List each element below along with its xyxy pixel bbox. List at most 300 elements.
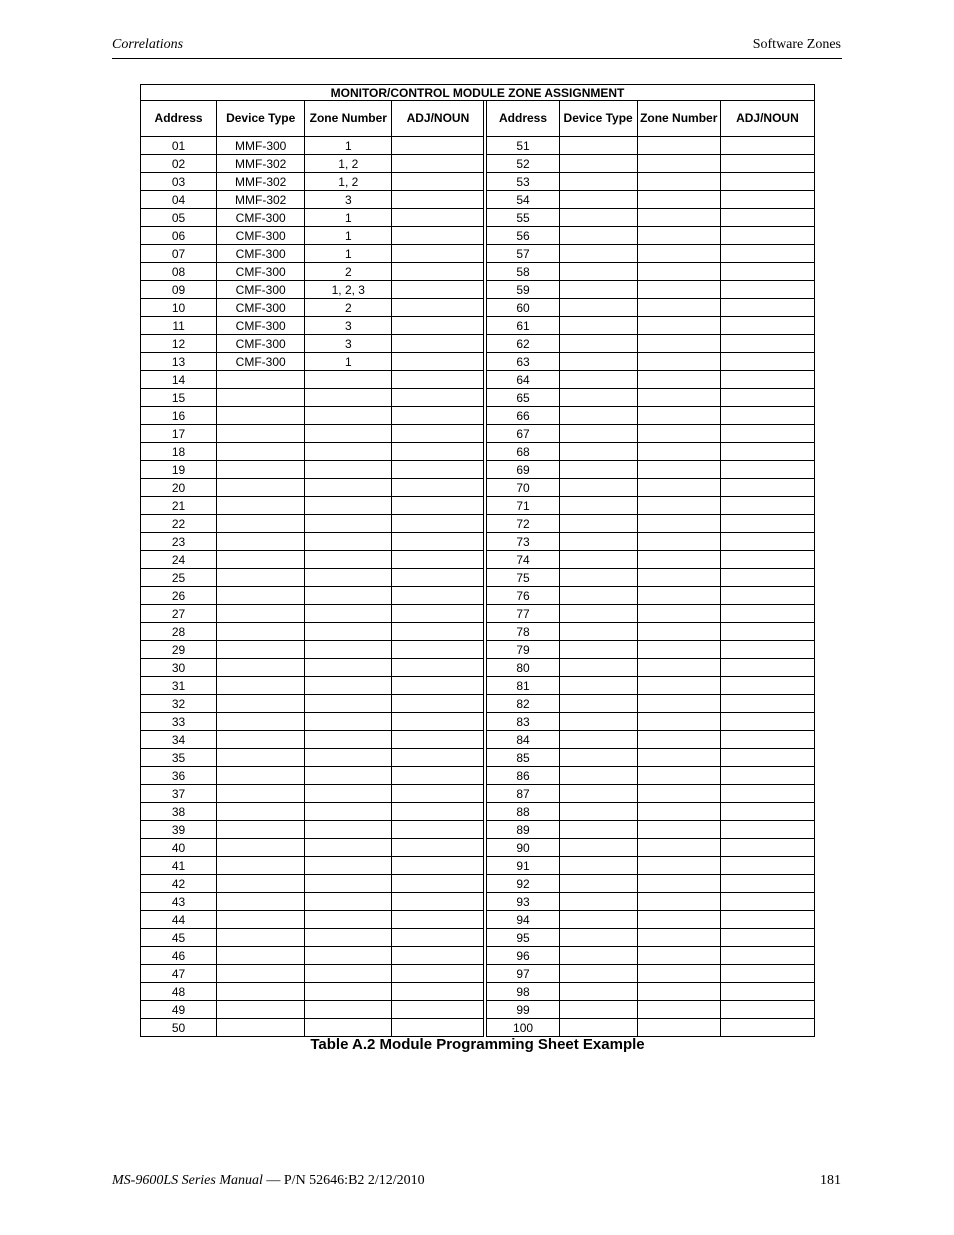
table-cell: 89 xyxy=(487,821,559,839)
table-cell xyxy=(217,569,305,587)
table-cell: CMF-300 xyxy=(217,335,305,353)
table-cell: 63 xyxy=(487,353,559,371)
table-cell: 41 xyxy=(141,857,217,875)
table-cell xyxy=(305,965,392,983)
table-cell xyxy=(305,983,392,1001)
table-cell: 87 xyxy=(487,785,559,803)
table-cell: 13 xyxy=(141,353,217,371)
table-cell xyxy=(217,371,305,389)
table-cell xyxy=(392,1001,484,1019)
table-cell xyxy=(559,893,637,911)
table-row xyxy=(141,353,815,371)
table-cell xyxy=(637,281,720,299)
table-cell xyxy=(559,263,637,281)
table-cell xyxy=(637,713,720,731)
table-cell xyxy=(637,623,720,641)
table-cell xyxy=(637,569,720,587)
table-cell xyxy=(720,389,814,407)
table-cell xyxy=(720,299,814,317)
table-cell xyxy=(559,389,637,407)
table-cell xyxy=(305,785,392,803)
table-cell xyxy=(559,1019,637,1037)
table-cell xyxy=(559,155,637,173)
table-cell: 51 xyxy=(487,137,559,155)
table-cell xyxy=(720,371,814,389)
table-cell xyxy=(392,857,484,875)
table-cell xyxy=(637,857,720,875)
table-cell xyxy=(559,551,637,569)
table-row xyxy=(141,299,815,317)
table-cell xyxy=(720,227,814,245)
table-cell: 1 xyxy=(305,353,392,371)
table-cell xyxy=(559,839,637,857)
table-cell xyxy=(637,785,720,803)
module-zone-assignment-table xyxy=(140,84,815,1037)
table-cell xyxy=(305,929,392,947)
table-cell xyxy=(559,677,637,695)
table-cell xyxy=(720,857,814,875)
table-cell xyxy=(637,551,720,569)
table-cell: 90 xyxy=(487,839,559,857)
table-cell xyxy=(720,677,814,695)
table-cell xyxy=(217,983,305,1001)
table-cell xyxy=(720,785,814,803)
table-cell: 11 xyxy=(141,317,217,335)
table-cell xyxy=(392,659,484,677)
table-cell xyxy=(559,659,637,677)
table-cell: 23 xyxy=(141,533,217,551)
table-row xyxy=(141,803,815,821)
table-cell xyxy=(305,371,392,389)
table-cell xyxy=(559,371,637,389)
table-cell xyxy=(637,1001,720,1019)
table-row xyxy=(141,461,815,479)
table-cell xyxy=(637,317,720,335)
table-cell xyxy=(217,515,305,533)
table-cell: 10 xyxy=(141,299,217,317)
table-cell xyxy=(720,155,814,173)
table-cell xyxy=(637,479,720,497)
table-cell xyxy=(720,929,814,947)
table-cell xyxy=(720,137,814,155)
table-cell xyxy=(637,353,720,371)
table-cell: 60 xyxy=(487,299,559,317)
table-cell xyxy=(392,407,484,425)
table-cell: 12 xyxy=(141,335,217,353)
table-cell xyxy=(305,875,392,893)
table-cell: 82 xyxy=(487,695,559,713)
table-cell xyxy=(305,461,392,479)
table-cell xyxy=(720,767,814,785)
table-cell: 80 xyxy=(487,659,559,677)
table-cell xyxy=(720,749,814,767)
table-row xyxy=(141,191,815,209)
table-cell xyxy=(305,623,392,641)
table-cell xyxy=(720,335,814,353)
table-cell xyxy=(559,857,637,875)
table-cell xyxy=(392,533,484,551)
table-cell: CMF-300 xyxy=(217,263,305,281)
table-cell xyxy=(637,461,720,479)
table-cell xyxy=(637,641,720,659)
table-cell xyxy=(637,821,720,839)
table-cell xyxy=(637,389,720,407)
table-cell xyxy=(305,479,392,497)
table-cell xyxy=(559,695,637,713)
table-row xyxy=(141,749,815,767)
table-cell: 27 xyxy=(141,605,217,623)
table-cell xyxy=(559,443,637,461)
table-cell xyxy=(392,191,484,209)
table-cell xyxy=(392,713,484,731)
column-header: ADJ/NOUN xyxy=(720,101,814,137)
table-cell xyxy=(217,497,305,515)
table-cell xyxy=(559,713,637,731)
table-cell: 3 xyxy=(305,191,392,209)
table-cell: 1 xyxy=(305,245,392,263)
table-cell xyxy=(217,875,305,893)
table-cell xyxy=(305,569,392,587)
table-cell xyxy=(305,515,392,533)
table-row xyxy=(141,569,815,587)
table-cell xyxy=(392,983,484,1001)
table-cell xyxy=(720,407,814,425)
table-cell xyxy=(720,209,814,227)
table-cell xyxy=(217,947,305,965)
table-cell: 75 xyxy=(487,569,559,587)
table-cell: 1 xyxy=(305,209,392,227)
table-cell: 33 xyxy=(141,713,217,731)
table-cell xyxy=(637,587,720,605)
table-cell: 88 xyxy=(487,803,559,821)
table-row xyxy=(141,371,815,389)
table-cell xyxy=(720,425,814,443)
table-row xyxy=(141,497,815,515)
table-cell xyxy=(559,803,637,821)
table-cell xyxy=(559,497,637,515)
table-cell xyxy=(637,515,720,533)
table-cell xyxy=(305,857,392,875)
footer-part-number: P/N 52646:B2 2/12/2010 xyxy=(283,1173,425,1188)
table-cell xyxy=(637,497,720,515)
table-cell xyxy=(559,461,637,479)
table-cell xyxy=(217,461,305,479)
table-cell: 96 xyxy=(487,947,559,965)
table-cell: 62 xyxy=(487,335,559,353)
table-cell: 49 xyxy=(141,1001,217,1019)
table-cell xyxy=(720,911,814,929)
table-cell xyxy=(637,839,720,857)
table-cell: 73 xyxy=(487,533,559,551)
column-header: Address xyxy=(487,101,559,137)
column-header: ADJ/NOUN xyxy=(392,101,484,137)
page-number: 181 xyxy=(820,1173,841,1188)
table-cell: 01 xyxy=(141,137,217,155)
table-cell: CMF-300 xyxy=(217,353,305,371)
table-cell: 34 xyxy=(141,731,217,749)
table-cell xyxy=(392,605,484,623)
table-cell: 26 xyxy=(141,587,217,605)
table-cell xyxy=(637,173,720,191)
table-cell: 72 xyxy=(487,515,559,533)
table-row xyxy=(141,335,815,353)
table-cell: 57 xyxy=(487,245,559,263)
table-cell xyxy=(217,839,305,857)
table-cell xyxy=(392,245,484,263)
table-cell xyxy=(559,335,637,353)
table-cell: MMF-302 xyxy=(217,191,305,209)
table-row xyxy=(141,173,815,191)
table-row xyxy=(141,245,815,263)
table-cell xyxy=(720,623,814,641)
table-row xyxy=(141,389,815,407)
table-cell: 1, 2 xyxy=(305,155,392,173)
table-cell xyxy=(217,623,305,641)
table-cell xyxy=(720,533,814,551)
table-cell xyxy=(392,803,484,821)
table-cell xyxy=(559,1001,637,1019)
table-cell xyxy=(637,605,720,623)
table-cell: 45 xyxy=(141,929,217,947)
table-cell: 92 xyxy=(487,875,559,893)
table-cell: 81 xyxy=(487,677,559,695)
table-row xyxy=(141,767,815,785)
table-cell xyxy=(217,1001,305,1019)
table-cell: 69 xyxy=(487,461,559,479)
table-cell xyxy=(559,785,637,803)
table-cell xyxy=(720,587,814,605)
table-cell: 08 xyxy=(141,263,217,281)
table-cell xyxy=(720,317,814,335)
table-cell: 19 xyxy=(141,461,217,479)
table-cell: 09 xyxy=(141,281,217,299)
table-cell: CMF-300 xyxy=(217,227,305,245)
table-cell: 44 xyxy=(141,911,217,929)
table-row xyxy=(141,407,815,425)
table-cell: 59 xyxy=(487,281,559,299)
table-cell xyxy=(720,353,814,371)
table-row xyxy=(141,641,815,659)
table-cell xyxy=(305,587,392,605)
table-cell xyxy=(720,875,814,893)
table-cell xyxy=(392,155,484,173)
table-cell xyxy=(559,965,637,983)
table-cell xyxy=(305,677,392,695)
table-cell xyxy=(720,281,814,299)
table-cell: 70 xyxy=(487,479,559,497)
table-cell xyxy=(559,569,637,587)
table-cell xyxy=(392,1019,484,1037)
table-row xyxy=(141,875,815,893)
table-cell xyxy=(559,191,637,209)
table-cell xyxy=(392,731,484,749)
table-row xyxy=(141,785,815,803)
table-cell xyxy=(305,713,392,731)
table-row xyxy=(141,695,815,713)
table-cell: CMF-300 xyxy=(217,245,305,263)
column-header: Device Type xyxy=(217,101,305,137)
column-header-row xyxy=(141,101,815,137)
table-cell xyxy=(217,1019,305,1037)
table-cell xyxy=(217,443,305,461)
table-row xyxy=(141,659,815,677)
table-cell xyxy=(217,551,305,569)
footer-manual-info xyxy=(112,1173,425,1189)
table-cell: 47 xyxy=(141,965,217,983)
table-cell xyxy=(305,911,392,929)
table-cell xyxy=(637,335,720,353)
table-cell xyxy=(720,1019,814,1037)
table-cell xyxy=(637,749,720,767)
table-cell: 21 xyxy=(141,497,217,515)
table-cell xyxy=(559,821,637,839)
table-row xyxy=(141,929,815,947)
table-cell xyxy=(637,209,720,227)
table-cell xyxy=(637,191,720,209)
table-cell xyxy=(559,317,637,335)
table-row xyxy=(141,677,815,695)
table-body xyxy=(141,137,815,1037)
table-row xyxy=(141,263,815,281)
table-cell: 31 xyxy=(141,677,217,695)
table-cell xyxy=(392,551,484,569)
table-row xyxy=(141,443,815,461)
table-cell: 32 xyxy=(141,695,217,713)
table-cell xyxy=(637,803,720,821)
table-cell xyxy=(392,353,484,371)
table-cell: 77 xyxy=(487,605,559,623)
table-cell: 25 xyxy=(141,569,217,587)
table-cell xyxy=(305,1019,392,1037)
table-cell xyxy=(720,443,814,461)
column-header: Device Type xyxy=(559,101,637,137)
table-row xyxy=(141,137,815,155)
table-cell: MMF-302 xyxy=(217,173,305,191)
table-cell: 1, 2 xyxy=(305,173,392,191)
table-cell: 07 xyxy=(141,245,217,263)
table-cell xyxy=(720,839,814,857)
table-cell xyxy=(392,785,484,803)
table-cell xyxy=(217,803,305,821)
table-cell xyxy=(637,893,720,911)
table-cell xyxy=(217,695,305,713)
table-caption: Table A.2 Module Programming Sheet Example xyxy=(310,1036,645,1053)
table-cell xyxy=(559,281,637,299)
table-row xyxy=(141,821,815,839)
table-cell: 3 xyxy=(305,335,392,353)
table-cell xyxy=(392,515,484,533)
column-header: Zone Number xyxy=(637,101,720,137)
table-cell xyxy=(637,983,720,1001)
table-cell: 100 xyxy=(487,1019,559,1037)
table-cell: 46 xyxy=(141,947,217,965)
table-cell xyxy=(559,767,637,785)
table-cell xyxy=(559,911,637,929)
table-cell xyxy=(305,731,392,749)
table-row xyxy=(141,515,815,533)
table-row xyxy=(141,965,815,983)
table-cell: CMF-300 xyxy=(217,281,305,299)
table-cell: 68 xyxy=(487,443,559,461)
table-cell: 28 xyxy=(141,623,217,641)
table-cell xyxy=(559,605,637,623)
table-cell xyxy=(637,911,720,929)
footer-separator: — xyxy=(262,1173,284,1188)
table-cell: 24 xyxy=(141,551,217,569)
table-cell xyxy=(392,821,484,839)
table-cell xyxy=(637,947,720,965)
table-cell xyxy=(637,137,720,155)
table-cell xyxy=(392,569,484,587)
table-cell xyxy=(392,461,484,479)
table-cell xyxy=(392,695,484,713)
table-cell xyxy=(559,641,637,659)
table-row xyxy=(141,281,815,299)
table-cell: 55 xyxy=(487,209,559,227)
table-cell: 36 xyxy=(141,767,217,785)
table-cell xyxy=(637,875,720,893)
table-cell: 71 xyxy=(487,497,559,515)
table-cell xyxy=(637,443,720,461)
table-cell xyxy=(217,533,305,551)
table-cell xyxy=(392,893,484,911)
table-cell xyxy=(559,425,637,443)
table-cell xyxy=(637,929,720,947)
table-row xyxy=(141,551,815,569)
table-cell: 61 xyxy=(487,317,559,335)
table-cell: 04 xyxy=(141,191,217,209)
table-cell xyxy=(392,299,484,317)
table-cell xyxy=(305,497,392,515)
table-cell xyxy=(637,695,720,713)
table-cell: 58 xyxy=(487,263,559,281)
table-cell xyxy=(217,965,305,983)
table-cell xyxy=(217,893,305,911)
table-cell xyxy=(217,785,305,803)
table-title: MONITOR/CONTROL MODULE ZONE ASSIGNMENT xyxy=(141,85,815,101)
table-cell xyxy=(559,533,637,551)
table-cell xyxy=(637,1019,720,1037)
table-cell xyxy=(637,677,720,695)
table-cell: 40 xyxy=(141,839,217,857)
table-cell xyxy=(720,983,814,1001)
table-cell: 15 xyxy=(141,389,217,407)
table-cell xyxy=(392,911,484,929)
table-cell xyxy=(559,479,637,497)
table-cell: MMF-302 xyxy=(217,155,305,173)
table-cell xyxy=(720,641,814,659)
table-cell: 1 xyxy=(305,227,392,245)
table-cell xyxy=(559,983,637,1001)
table-cell: 30 xyxy=(141,659,217,677)
table-row xyxy=(141,605,815,623)
table-cell xyxy=(637,245,720,263)
table-cell xyxy=(559,731,637,749)
table-row xyxy=(141,1019,815,1037)
table-cell: 65 xyxy=(487,389,559,407)
table-cell xyxy=(217,857,305,875)
table-cell xyxy=(559,515,637,533)
table-cell xyxy=(720,515,814,533)
table-cell xyxy=(720,551,814,569)
table-cell xyxy=(720,803,814,821)
table-cell xyxy=(217,713,305,731)
table-cell: 39 xyxy=(141,821,217,839)
table-cell: 95 xyxy=(487,929,559,947)
table-cell xyxy=(637,227,720,245)
footer-manual-title: MS-9600LS Series Manual xyxy=(112,1173,263,1188)
table-cell xyxy=(217,677,305,695)
